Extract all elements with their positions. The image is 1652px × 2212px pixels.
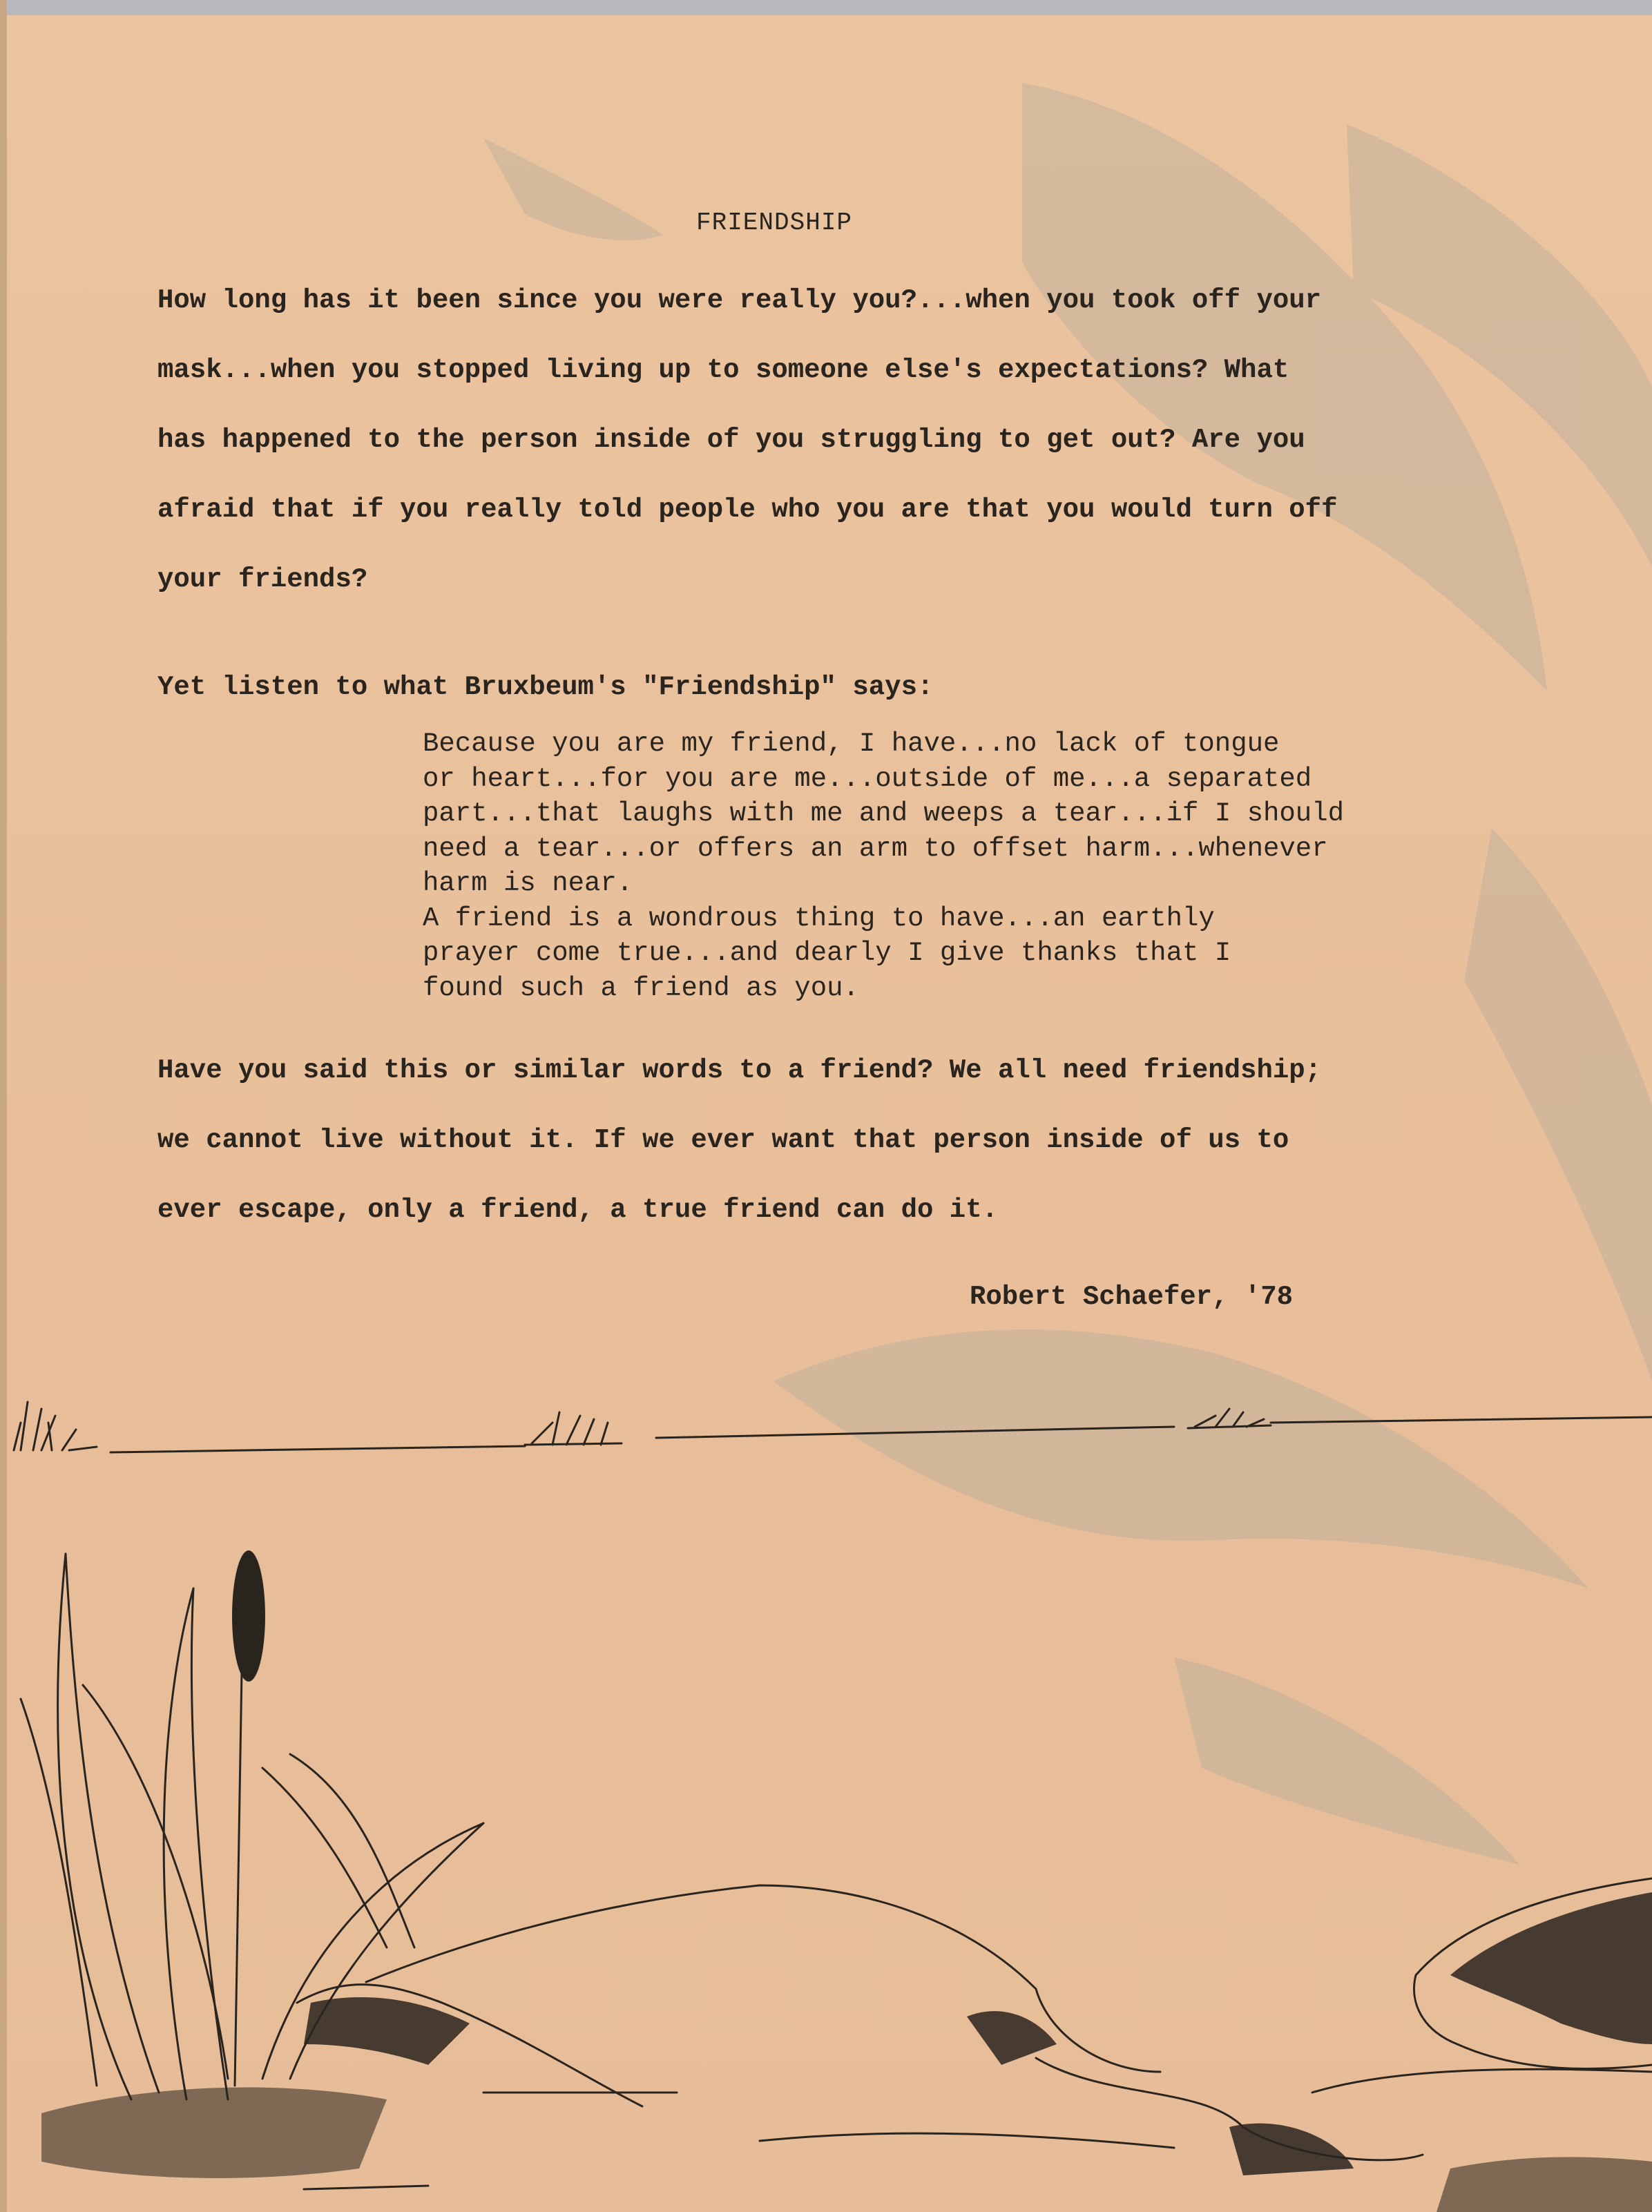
page-title: FRIENDSHIP [696, 209, 853, 237]
reed-leaf [66, 1554, 159, 2093]
pond-illustration [0, 1381, 1652, 2212]
quote-line: harm is near. [423, 868, 633, 898]
horizon-line [1271, 1417, 1652, 1423]
grass-tuft [1188, 1409, 1271, 1428]
reed-leaf [262, 1768, 387, 1947]
grass-tuft [525, 1412, 622, 1445]
beaver-fur [1450, 1892, 1652, 2044]
paragraph-1 [157, 266, 1470, 615]
quoted-poem [423, 727, 1459, 1006]
reed-leaf [83, 1685, 228, 2079]
ground-stipple [41, 2088, 387, 2178]
reed-leaf [191, 1588, 228, 2099]
text-line: we cannot live without it. If we ever want that person inside of us to [157, 1125, 1289, 1155]
water-line [1036, 2058, 1423, 2160]
quote-line: need a tear...or offers an arm to offset harm...whenever [423, 833, 1328, 864]
quote-line: found such a friend as you. [423, 972, 859, 1003]
water-line [760, 2133, 1174, 2148]
text-line: has happened to the person inside of you struggling to get out? Are you [157, 425, 1305, 455]
paragraph-2 [157, 653, 1470, 722]
quote-line: Because you are my friend, I have...no lack of tongue [423, 729, 1280, 759]
paragraph-3 [157, 1036, 1470, 1245]
rock-shading [304, 1997, 470, 2065]
grass-tuft [14, 1402, 97, 1450]
text-line: ever escape, only a friend, a true friend can do it. [157, 1195, 998, 1225]
shore-shading [1229, 2124, 1354, 2175]
reed-leaf [58, 1554, 131, 2099]
quote-line: prayer come true...and dearly I give thanks that I [423, 938, 1231, 968]
author-signature: Robert Schaefer, '78 [970, 1282, 1294, 1312]
cattail-stem [235, 1671, 242, 2086]
quote-line: or heart...for you are me...outside of me...a separated [423, 763, 1312, 794]
text-line: Yet listen to what Bruxbeum's "Friendship" says: [157, 672, 934, 702]
horizon-line [111, 1446, 525, 1452]
text-line: afraid that if you really told people who you are that you would turn off [157, 494, 1338, 525]
rock-shading [967, 2011, 1057, 2065]
show-through-shape [483, 138, 663, 240]
water-line [304, 2186, 428, 2189]
quote-line: A friend is a wondrous thing to have...an earthly [423, 903, 1215, 934]
horizon-line [656, 1427, 1174, 1438]
text-line: How long has it been since you were really you?...when you took off your [157, 285, 1322, 316]
shore-line [1312, 2069, 1652, 2093]
text-line: Have you said this or similar words to a friend? We all need friendship; [157, 1055, 1322, 1086]
ground-stipple [1437, 2157, 1652, 2212]
cattail-head [232, 1550, 265, 1682]
quote-line: part...that laughs with me and weeps a tear...if I should [423, 798, 1345, 829]
text-line: mask...when you stopped living up to someone else's expectations? What [157, 355, 1289, 385]
show-through-shape [1464, 829, 1652, 1381]
text-line: your friends? [157, 564, 368, 595]
